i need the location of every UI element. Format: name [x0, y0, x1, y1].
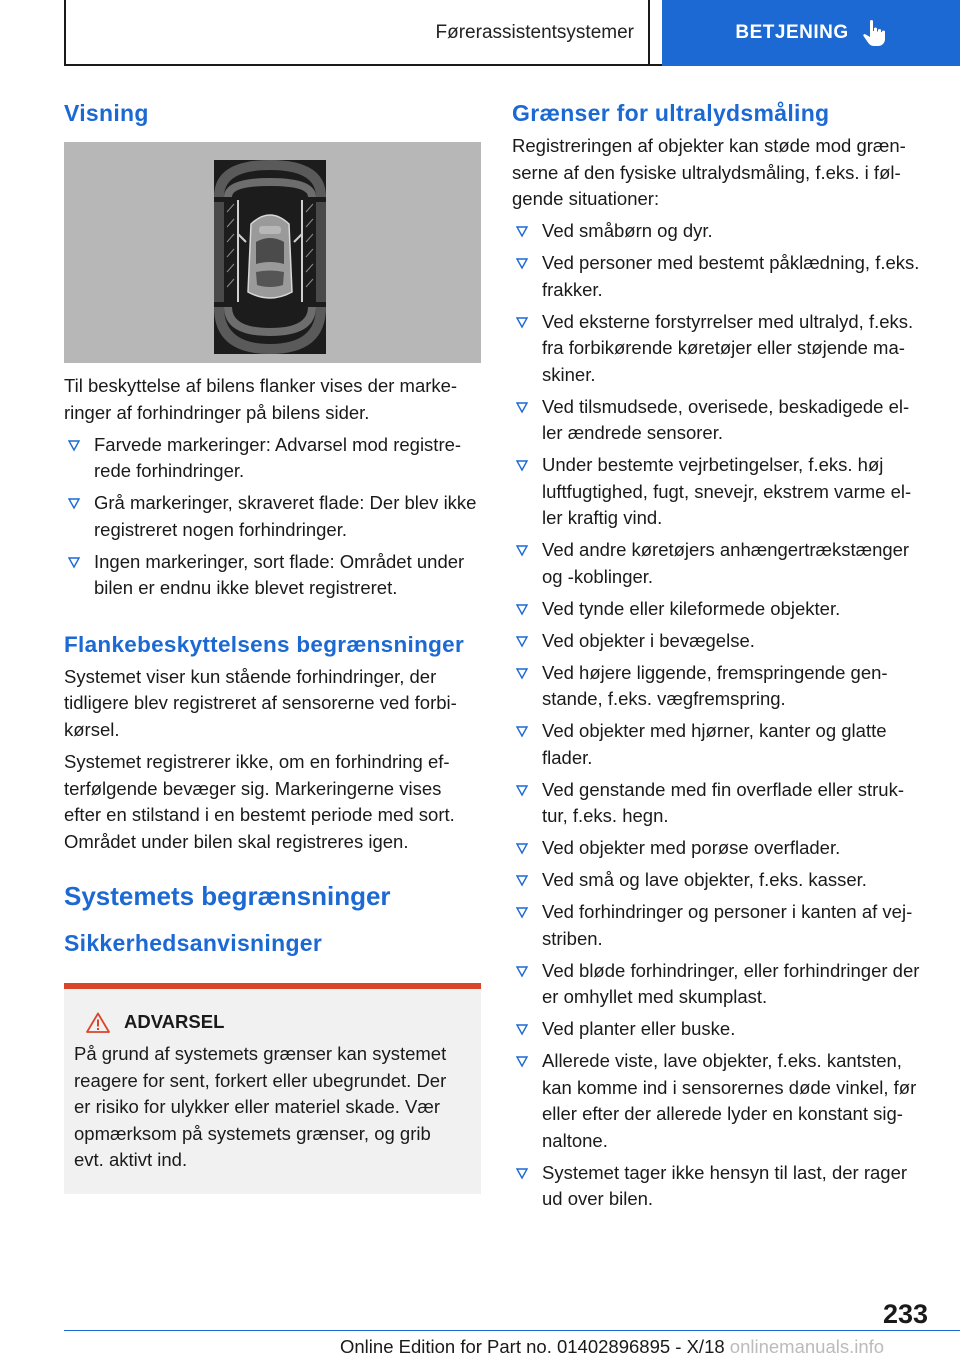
- warning-box: [64, 983, 481, 1194]
- triangle-bullet-icon: [516, 258, 528, 270]
- list-item: Ved tilsmudsede, overisede, beskadigede el-ler ændrede sensorer.: [512, 394, 928, 447]
- triangle-bullet-icon: [68, 498, 80, 510]
- section-title: Førerassistentsystemer: [435, 22, 634, 43]
- triangle-bullet-icon: [516, 636, 528, 648]
- chapter-tab[interactable]: [662, 0, 960, 66]
- warning-title: ADVARSEL: [86, 1011, 463, 1033]
- list-item: Ved genstande med fin overflade eller struk-tur, f.eks. hegn.: [512, 777, 928, 830]
- list-item: Ingen markeringer, sort flade: Området under bilen er endnu ikke blevet registreret.: [64, 549, 481, 602]
- footer-edition: Online Edition for Part no. 01402896895 - X/18 onlinemanuals.info: [340, 1336, 885, 1357]
- footer-watermark: onlinemanuals.info: [729, 1336, 885, 1357]
- triangle-bullet-icon: [516, 460, 528, 472]
- page-number: 233: [882, 1299, 928, 1329]
- triangle-bullet-icon: [516, 1168, 528, 1180]
- list-item: Ved personer med bestemt påklædning, f.eks. frakker.: [512, 250, 928, 303]
- triangle-bullet-icon: [516, 875, 528, 887]
- triangle-bullet-icon: [516, 1056, 528, 1068]
- parking-view-figure: [64, 142, 481, 363]
- flanke-heading: Flankebeskyttelsens begrænsninger: [64, 631, 465, 657]
- warning-text: På grund af systemets grænser kan systemet reagere for sent, forkert eller ubegrundet. Der er risiko for ulykker eller materiel skade. Vær opmærksom på systemets grænser, og grib evt. aktivt ind.: [74, 1043, 447, 1170]
- list-item: Ved små og lave objekter, f.eks. kasser.: [512, 867, 928, 894]
- visning-list: [64, 432, 481, 602]
- list-item: Ved objekter med porøse overflader.: [512, 835, 928, 862]
- triangle-bullet-icon: [516, 226, 528, 238]
- list-item: Ved objekter i bevægelse.: [512, 628, 928, 655]
- footer-rule: [64, 1330, 960, 1331]
- list-item: Ved bløde forhindringer, eller forhindringer der er omhyllet med skumplast.: [512, 958, 928, 1011]
- list-item: Allerede viste, lave objekter, f.eks. kantsten, kan komme ind i sensorernes døde vinkel, før eller efter der allerede lyder en konstant sig-naltone.: [512, 1048, 928, 1154]
- visning-heading: Visning: [64, 100, 149, 126]
- triangle-bullet-icon: [516, 785, 528, 797]
- list-item: Ved planter eller buske.: [512, 1016, 928, 1043]
- triangle-bullet-icon: [68, 440, 80, 452]
- section-tab[interactable]: [64, 0, 650, 66]
- car-top-view-illustration: [64, 142, 481, 363]
- chapter-title: BETJENING: [735, 22, 849, 43]
- list-item: Under bestemte vejrbetingelser, f.eks. høj luftfugtighed, fugt, snevejr, ekstrem varme el-ler kraftig vind.: [512, 452, 928, 532]
- list-item: Farvede markeringer: Advarsel mod registre-rede forhindringer.: [64, 432, 481, 485]
- list-item: Ved objekter med hjørner, kanter og glatte flader.: [512, 718, 928, 771]
- triangle-bullet-icon: [516, 545, 528, 557]
- triangle-bullet-icon: [516, 843, 528, 855]
- ultrasound-intro: Registreringen af objekter kan støde mod græn-serne af den fysiske ultralydsmåling, f.eks. i føl-gende situationer:: [512, 135, 906, 209]
- ultrasound-list: [512, 218, 928, 1213]
- triangle-bullet-icon: [516, 1024, 528, 1036]
- triangle-bullet-icon: [516, 726, 528, 738]
- triangle-bullet-icon: [516, 604, 528, 616]
- list-item: Ved småbørn og dyr.: [512, 218, 928, 245]
- list-item: Ved forhindringer og personer i kanten af vej-striben.: [512, 899, 928, 952]
- triangle-bullet-icon: [68, 557, 80, 569]
- visning-intro: Til beskyttelse af bilens flanker vises der marke-ringer af forhindringer på bilens sider.: [64, 375, 458, 423]
- system-limits-heading: Systemets begrænsninger: [64, 881, 391, 911]
- list-item: Ved andre køretøjers anhængertrækstænger og -koblinger.: [512, 537, 928, 590]
- warning-triangle-icon: [86, 1012, 110, 1033]
- triangle-bullet-icon: [516, 668, 528, 680]
- flanke-paragraph-1: Systemet viser kun stående forhindringer, der tidligere blev registreret af sensorerne ved forbi-kørsel.: [64, 665, 457, 740]
- safety-heading: Sikkerhedsanvisninger: [64, 930, 323, 956]
- list-item: Ved tynde eller kileformede objekter.: [512, 596, 928, 623]
- list-item: Grå markeringer, skraveret flade: Der blev ikke registreret nogen forhindringer.: [64, 490, 481, 543]
- flanke-paragraph-2: Systemet registrerer ikke, om en forhindring ef-terfølgende bevæger sig. Markeringerne vises efter en stilstand i en bestemt periode med sort. Området under bilen skal registreres igen.: [64, 751, 455, 852]
- triangle-bullet-icon: [516, 402, 528, 414]
- list-item: Systemet tager ikke hensyn til last, der rager ud over bilen.: [512, 1160, 928, 1213]
- list-item: Ved eksterne forstyrrelser med ultralyd, f.eks. fra forbikørende køretøjer eller støjende ma-skiner.: [512, 309, 928, 389]
- left-column: [64, 100, 481, 1194]
- triangle-bullet-icon: [516, 907, 528, 919]
- triangle-bullet-icon: [516, 966, 528, 978]
- hand-pointer-icon: [861, 19, 887, 47]
- triangle-bullet-icon: [516, 317, 528, 329]
- ultrasound-heading: Grænser for ultralydsmåling: [512, 100, 830, 126]
- right-column: [512, 100, 928, 1213]
- list-item: Ved højere liggende, fremspringende gen-stande, f.eks. vægfremspring.: [512, 660, 928, 713]
